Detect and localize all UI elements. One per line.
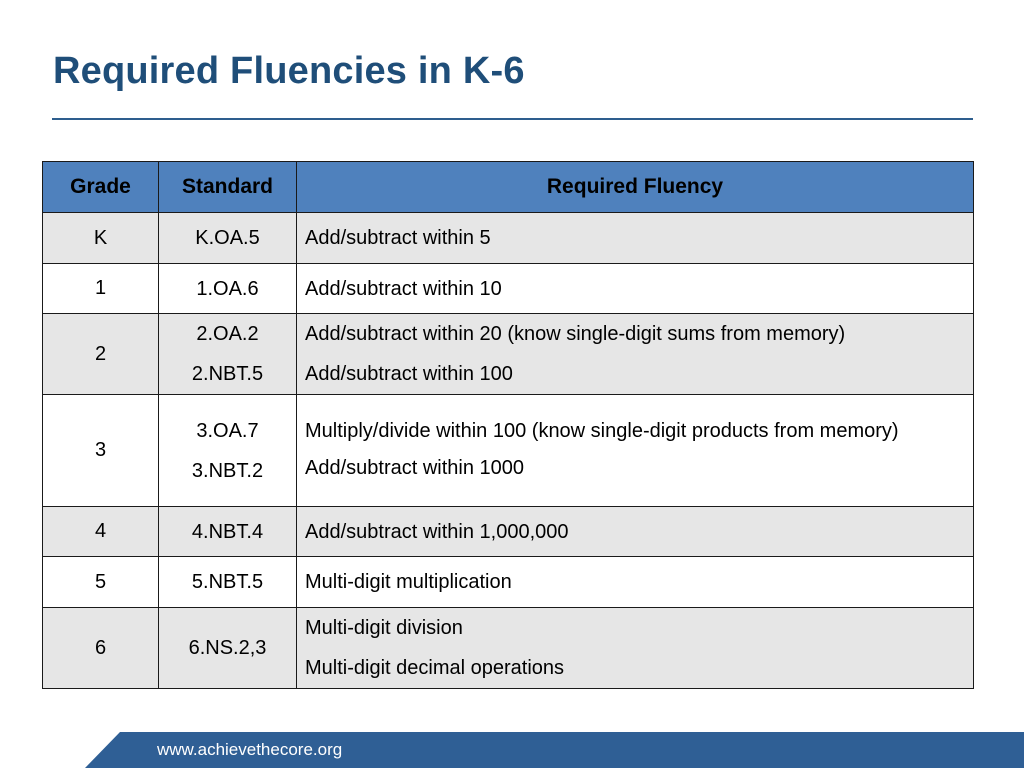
fluency-text: Add/subtract within 20 (know single-digit sums from memory) bbox=[305, 323, 846, 345]
standard-code: 2.OA.2 bbox=[196, 323, 259, 345]
title-divider bbox=[52, 118, 973, 120]
table-header-row bbox=[43, 162, 974, 213]
fluency-cell bbox=[297, 507, 974, 557]
standard-cell bbox=[159, 557, 297, 608]
fluency-cell bbox=[297, 213, 974, 264]
grade-cell: 2 bbox=[43, 314, 159, 395]
header-required-fluency: Required Fluency bbox=[297, 162, 974, 213]
fluency-table bbox=[42, 161, 974, 689]
standard-code: 5.NBT.5 bbox=[191, 571, 264, 593]
grade-cell: 5 bbox=[43, 557, 159, 608]
grade-cell: 4 bbox=[43, 507, 159, 557]
fluency-cell bbox=[297, 395, 974, 507]
standard-code: 3.NBT.2 bbox=[191, 459, 264, 482]
standard-code: 2.NBT.5 bbox=[191, 363, 264, 385]
table-row bbox=[43, 213, 974, 264]
fluency-text: Add/subtract within 5 bbox=[305, 227, 491, 249]
grade-cell: 3 bbox=[43, 395, 159, 507]
header-grade: Grade bbox=[43, 162, 159, 213]
standard-cell bbox=[159, 395, 297, 507]
fluency-cell bbox=[297, 557, 974, 608]
standard-cell bbox=[159, 213, 297, 264]
standard-code: 3.OA.7 bbox=[196, 419, 259, 442]
fluency-text: Add/subtract within 100 bbox=[305, 363, 513, 385]
standard-code: K.OA.5 bbox=[195, 227, 260, 249]
fluency-text: Add/subtract within 10 bbox=[305, 277, 502, 300]
table-row bbox=[43, 557, 974, 608]
grade-cell: K bbox=[43, 213, 159, 264]
grade-cell: 6 bbox=[43, 608, 159, 689]
footer-url: www.achievethecore.org bbox=[157, 740, 343, 759]
fluency-text: Multiply/divide within 100 (know single-digit products from memory) bbox=[305, 419, 899, 442]
table-row bbox=[43, 264, 974, 314]
standard-cell bbox=[159, 507, 297, 557]
fluency-cell bbox=[297, 608, 974, 689]
grade-cell: 1 bbox=[43, 264, 159, 314]
standard-cell bbox=[159, 314, 297, 395]
fluency-text: Multi-digit decimal operations bbox=[305, 657, 565, 679]
fluency-text: Multi-digit multiplication bbox=[305, 571, 512, 593]
standard-code: 6.NS.2,3 bbox=[188, 637, 267, 659]
fluency-text: Add/subtract within 1000 bbox=[305, 456, 525, 479]
standard-cell bbox=[159, 264, 297, 314]
table-row bbox=[43, 314, 974, 395]
header-standard: Standard bbox=[159, 162, 297, 213]
standard-code: 4.NBT.4 bbox=[191, 520, 264, 543]
standard-code: 1.OA.6 bbox=[196, 277, 259, 300]
table-row bbox=[43, 395, 974, 507]
fluency-text: Add/subtract within 1,000,000 bbox=[305, 520, 569, 543]
standard-cell bbox=[159, 608, 297, 689]
fluency-cell bbox=[297, 314, 974, 395]
table-row bbox=[43, 608, 974, 689]
slide-title: Required Fluencies in K-6 bbox=[53, 50, 525, 92]
table-row bbox=[43, 507, 974, 557]
fluency-text: Multi-digit division bbox=[305, 617, 463, 639]
fluency-cell bbox=[297, 264, 974, 314]
